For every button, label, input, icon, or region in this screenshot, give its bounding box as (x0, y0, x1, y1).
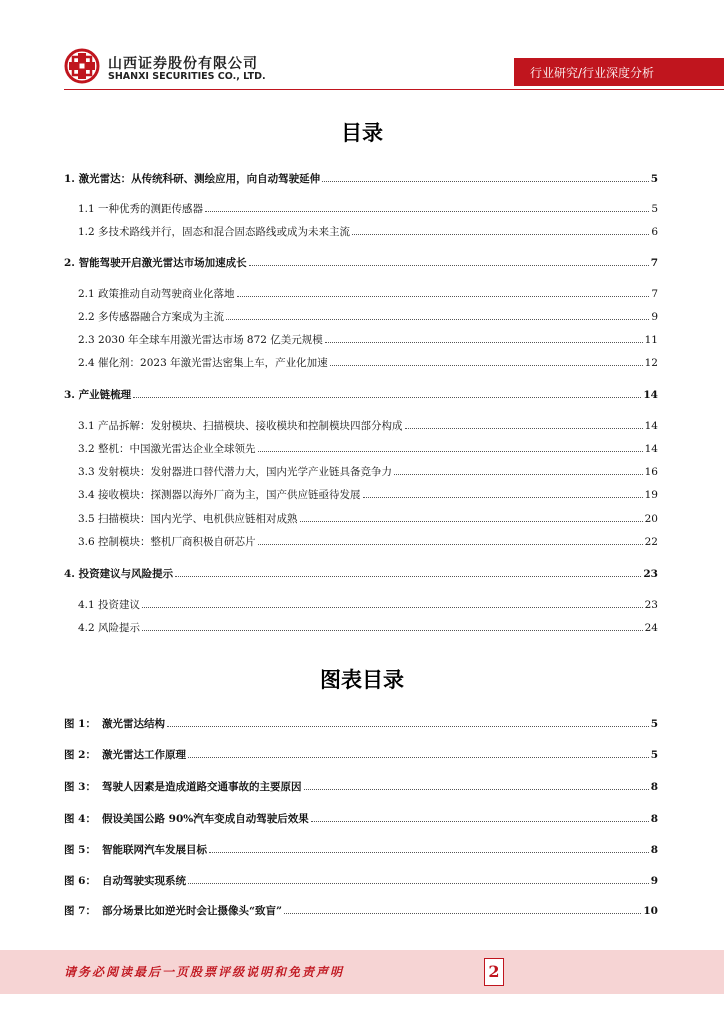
toc-entry-page: 22 (644, 536, 658, 548)
toc-entry-page: 23 (643, 568, 658, 580)
toc-entry-page: 5 (650, 173, 658, 185)
dot-leader (300, 520, 643, 522)
toc-entry[interactable] (64, 597, 658, 613)
toc-entry-label: 4.2 风险提示 (78, 622, 141, 634)
dot-leader (394, 473, 643, 475)
dot-leader (188, 756, 649, 758)
figure-entry[interactable] (64, 747, 658, 763)
toc-entry[interactable] (64, 441, 658, 457)
figure-entry-label: 部分场景比如逆光时会让摄像头“致盲” (102, 905, 283, 917)
toc-entry-label: 3.3 发射模块：发射器进口替代潜力大，国内光学产业链具备竞争力 (78, 466, 393, 478)
toc-entry[interactable] (64, 487, 658, 503)
company-name-en: SHANXI SECURITIES CO., LTD. (108, 71, 266, 82)
figure-entry-page: 5 (650, 718, 658, 730)
dot-leader (405, 427, 643, 429)
toc-entry[interactable] (64, 387, 658, 403)
toc-entry[interactable] (64, 286, 658, 302)
toc-entry-label: 1.2 多技术路线并行，固态和混合固态路线或成为未来主流 (78, 226, 351, 238)
figure-number: 图 5： (64, 844, 96, 856)
dot-leader (133, 396, 641, 398)
report-category-tag: 行业研究/行业深度分析 (530, 66, 655, 80)
dot-leader (142, 606, 643, 608)
figure-entry-label: 激光雷达结构 (102, 718, 165, 730)
dot-leader (205, 210, 649, 212)
figures-title: 图表目录 (320, 668, 404, 692)
toc-entry-page: 11 (644, 334, 658, 346)
toc-entry[interactable] (64, 224, 658, 240)
figure-entry-label: 驾驶人因素是造成道路交通事故的主要原因 (102, 781, 302, 793)
toc-entry-label: 1. 激光雷达：从传统科研、测绘应用，向自动驾驶延伸 (64, 173, 321, 185)
toc-entry[interactable] (64, 511, 658, 527)
toc-entry-label: 4. 投资建议与风险提示 (64, 568, 174, 580)
toc-entry[interactable] (64, 464, 658, 480)
dot-leader (167, 725, 649, 727)
dot-leader (249, 264, 649, 266)
toc-entry-label: 4.1 投资建议 (78, 599, 141, 611)
toc-entry-page: 14 (643, 389, 658, 401)
toc-entry-page: 14 (644, 420, 658, 432)
figure-entry-page: 8 (650, 844, 658, 856)
page-header (0, 0, 724, 96)
figure-number: 图 2： (64, 749, 96, 761)
toc-entry-label: 3. 产业链梳理 (64, 389, 132, 401)
figure-entry-label: 假设美国公路 90%汽车变成自动驾驶后效果 (102, 813, 309, 825)
figure-entry-page: 8 (650, 813, 658, 825)
toc-entry[interactable] (64, 255, 658, 271)
toc-entry[interactable] (64, 201, 658, 217)
dot-leader (284, 912, 641, 914)
figure-entry-label: 智能联网汽车发展目标 (102, 844, 207, 856)
dot-leader (330, 364, 643, 366)
toc-entry[interactable] (64, 418, 658, 434)
toc-entry[interactable] (64, 355, 658, 371)
figure-entry[interactable] (64, 842, 658, 858)
toc-entry-label: 3.4 接收模块：探测器以海外厂商为主，国产供应链亟待发展 (78, 489, 361, 501)
dot-leader (226, 318, 649, 320)
figure-entry[interactable] (64, 811, 658, 827)
toc-entry-page: 14 (644, 443, 658, 455)
figure-number: 图 1： (64, 718, 96, 730)
toc-entry-page: 9 (651, 311, 658, 323)
figure-number: 图 6： (64, 875, 96, 887)
dot-leader (188, 882, 649, 884)
dot-leader (258, 450, 643, 452)
figure-entry[interactable] (64, 716, 658, 732)
toc-entry-page: 20 (644, 513, 658, 525)
toc-entry-label: 2.4 催化剂：2023 年激光雷达密集上车，产业化加速 (78, 357, 328, 369)
figure-number: 图 3： (64, 781, 96, 793)
toc-entry[interactable] (64, 566, 658, 582)
figure-number: 图 7： (64, 905, 96, 917)
figure-entry-label: 激光雷达工作原理 (102, 749, 186, 761)
header-divider (64, 89, 724, 90)
toc-entry-page: 7 (651, 288, 658, 300)
toc-entry-page: 5 (651, 203, 658, 215)
toc-entry[interactable] (64, 534, 658, 550)
company-name-cn: 山西证券股份有限公司 (108, 56, 258, 72)
dot-leader (258, 543, 643, 545)
figure-entry-page: 5 (650, 749, 658, 761)
figure-number: 图 4： (64, 813, 96, 825)
dot-leader (142, 629, 643, 631)
figure-entry-page: 9 (650, 875, 658, 887)
toc-title: 目录 (341, 121, 383, 145)
toc-entry-page: 19 (644, 489, 658, 501)
toc-entry-page: 23 (644, 599, 658, 611)
toc-entry-label: 2. 智能驾驶开启激光雷达市场加速成长 (64, 257, 247, 269)
dot-leader (209, 851, 649, 853)
toc-entry-label: 3.6 控制模块：整机厂商积极自研芯片 (78, 536, 256, 548)
toc-entry[interactable] (64, 620, 658, 636)
figure-entry-page: 10 (643, 905, 658, 917)
toc-entry-page: 6 (651, 226, 658, 238)
toc-entry-page: 16 (644, 466, 658, 478)
dot-leader (363, 496, 643, 498)
shanxi-securities-logo-icon (64, 48, 100, 84)
figure-entry-page: 8 (650, 781, 658, 793)
dot-leader (322, 180, 649, 182)
dot-leader (311, 820, 649, 822)
dot-leader (175, 575, 641, 577)
toc-entry-label: 2.1 政策推动自动驾驶商业化落地 (78, 288, 235, 300)
figure-entry[interactable] (64, 903, 658, 919)
disclaimer-notice: 请务必阅读最后一页股票评级说明和免责声明 (64, 965, 345, 979)
toc-entry-page: 24 (644, 622, 658, 634)
dot-leader (304, 788, 649, 790)
figure-entry[interactable] (64, 779, 658, 795)
page-footer (0, 950, 724, 994)
dot-leader (325, 341, 643, 343)
toc-entry[interactable] (64, 309, 658, 325)
figure-entry[interactable] (64, 873, 658, 889)
toc-entry-label: 2.2 多传感器融合方案成为主流 (78, 311, 225, 323)
toc-entry-label: 2.3 2030 年全球车用激光雷达市场 872 亿美元规模 (78, 334, 323, 346)
dot-leader (352, 233, 649, 235)
page-number: 2 (484, 958, 504, 986)
toc-entry-label: 3.2 整机：中国激光雷达企业全球领先 (78, 443, 256, 455)
toc-entry-label: 3.5 扫描模块：国内光学、电机供应链相对成熟 (78, 513, 298, 525)
toc-entry-label: 3.1 产品拆解：发射模块、扫描模块、接收模块和控制模块四部分构成 (78, 420, 403, 432)
dot-leader (237, 295, 650, 297)
toc-entry[interactable] (64, 332, 658, 348)
toc-entry-page: 7 (650, 257, 658, 269)
toc-entry-label: 1.1 一种优秀的测距传感器 (78, 203, 204, 215)
toc-entry[interactable] (64, 171, 658, 187)
toc-entry-page: 12 (644, 357, 658, 369)
figure-entry-label: 自动驾驶实现系统 (102, 875, 186, 887)
